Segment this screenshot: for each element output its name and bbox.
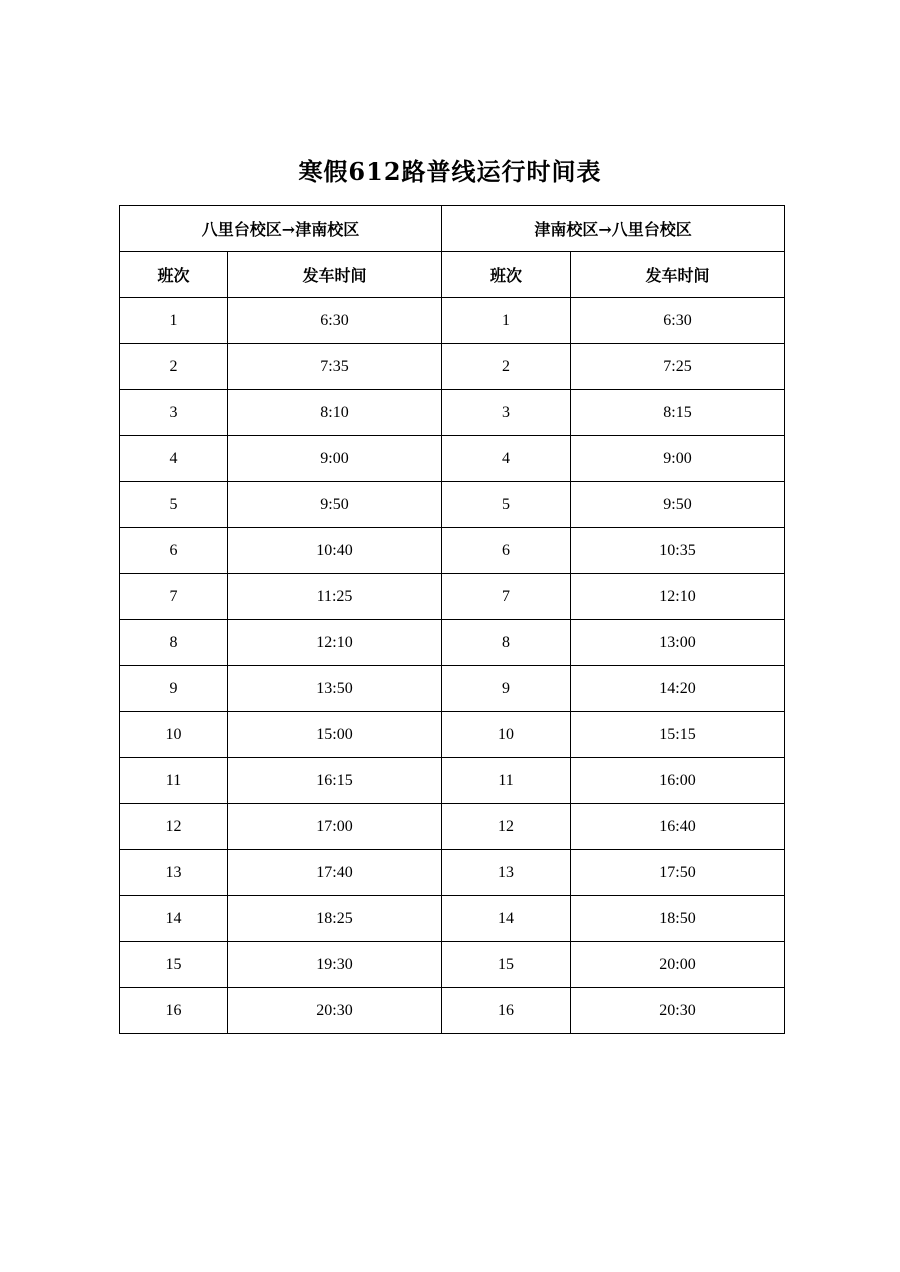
table-row: [120, 804, 785, 850]
trip-number-cell: 11: [120, 758, 228, 804]
column-header-row: [120, 252, 785, 298]
timetable: [119, 205, 785, 1034]
table-row: [120, 390, 785, 436]
departure-time-cell: 20:30: [228, 988, 442, 1034]
column-header-departure: 发车时间: [571, 252, 785, 298]
table-row: [120, 344, 785, 390]
trip-number-cell: 1: [120, 298, 228, 344]
trip-number-cell: 6: [442, 528, 571, 574]
departure-time-cell: 9:00: [571, 436, 785, 482]
direction-header-return: 津南校区→八里台校区: [442, 206, 785, 252]
departure-time-cell: 7:35: [228, 344, 442, 390]
trip-number-cell: 10: [442, 712, 571, 758]
trip-number-cell: 7: [442, 574, 571, 620]
table-row: [120, 942, 785, 988]
trip-number-cell: 8: [442, 620, 571, 666]
trip-number-cell: 13: [120, 850, 228, 896]
departure-time-cell: 17:00: [228, 804, 442, 850]
table-row: [120, 574, 785, 620]
departure-time-cell: 9:00: [228, 436, 442, 482]
departure-time-cell: 15:15: [571, 712, 785, 758]
table-row: [120, 850, 785, 896]
column-header-trip: 班次: [442, 252, 571, 298]
column-header-trip: 班次: [120, 252, 228, 298]
trip-number-cell: 5: [120, 482, 228, 528]
departure-time-cell: 18:50: [571, 896, 785, 942]
trip-number-cell: 4: [442, 436, 571, 482]
table-row: [120, 988, 785, 1034]
table-row: [120, 666, 785, 712]
departure-time-cell: 16:40: [571, 804, 785, 850]
trip-number-cell: 3: [442, 390, 571, 436]
departure-time-cell: 16:15: [228, 758, 442, 804]
departure-time-cell: 17:50: [571, 850, 785, 896]
departure-time-cell: 20:00: [571, 942, 785, 988]
trip-number-cell: 2: [442, 344, 571, 390]
departure-time-cell: 9:50: [571, 482, 785, 528]
trip-number-cell: 13: [442, 850, 571, 896]
trip-number-cell: 9: [442, 666, 571, 712]
trip-number-cell: 12: [120, 804, 228, 850]
trip-number-cell: 8: [120, 620, 228, 666]
trip-number-cell: 6: [120, 528, 228, 574]
departure-time-cell: 6:30: [571, 298, 785, 344]
trip-number-cell: 10: [120, 712, 228, 758]
trip-number-cell: 7: [120, 574, 228, 620]
table-row: [120, 620, 785, 666]
trip-number-cell: 2: [120, 344, 228, 390]
trip-number-cell: 15: [442, 942, 571, 988]
table-row: [120, 758, 785, 804]
trip-number-cell: 11: [442, 758, 571, 804]
departure-time-cell: 6:30: [228, 298, 442, 344]
departure-time-cell: 16:00: [571, 758, 785, 804]
departure-time-cell: 8:10: [228, 390, 442, 436]
trip-number-cell: 16: [442, 988, 571, 1034]
trip-number-cell: 12: [442, 804, 571, 850]
departure-time-cell: 13:50: [228, 666, 442, 712]
trip-number-cell: 9: [120, 666, 228, 712]
departure-time-cell: 19:30: [228, 942, 442, 988]
table-row: [120, 298, 785, 344]
departure-time-cell: 13:00: [571, 620, 785, 666]
trip-number-cell: 14: [442, 896, 571, 942]
direction-header-row: [120, 206, 785, 252]
column-header-departure: 发车时间: [228, 252, 442, 298]
table-row: [120, 482, 785, 528]
trip-number-cell: 15: [120, 942, 228, 988]
departure-time-cell: 8:15: [571, 390, 785, 436]
trip-number-cell: 16: [120, 988, 228, 1034]
trip-number-cell: 3: [120, 390, 228, 436]
trip-number-cell: 14: [120, 896, 228, 942]
departure-time-cell: 20:30: [571, 988, 785, 1034]
departure-time-cell: 12:10: [571, 574, 785, 620]
trip-number-cell: 1: [442, 298, 571, 344]
page-title: 寒假612路普线运行时间表: [298, 157, 602, 186]
departure-time-cell: 18:25: [228, 896, 442, 942]
table-row: [120, 712, 785, 758]
departure-time-cell: 9:50: [228, 482, 442, 528]
departure-time-cell: 17:40: [228, 850, 442, 896]
direction-header-outbound: 八里台校区→津南校区: [120, 206, 442, 252]
departure-time-cell: 7:25: [571, 344, 785, 390]
table-row: [120, 528, 785, 574]
trip-number-cell: 4: [120, 436, 228, 482]
departure-time-cell: 15:00: [228, 712, 442, 758]
departure-time-cell: 10:35: [571, 528, 785, 574]
departure-time-cell: 10:40: [228, 528, 442, 574]
departure-time-cell: 11:25: [228, 574, 442, 620]
departure-time-cell: 14:20: [571, 666, 785, 712]
trip-number-cell: 5: [442, 482, 571, 528]
departure-time-cell: 12:10: [228, 620, 442, 666]
table-row: [120, 436, 785, 482]
table-row: [120, 896, 785, 942]
